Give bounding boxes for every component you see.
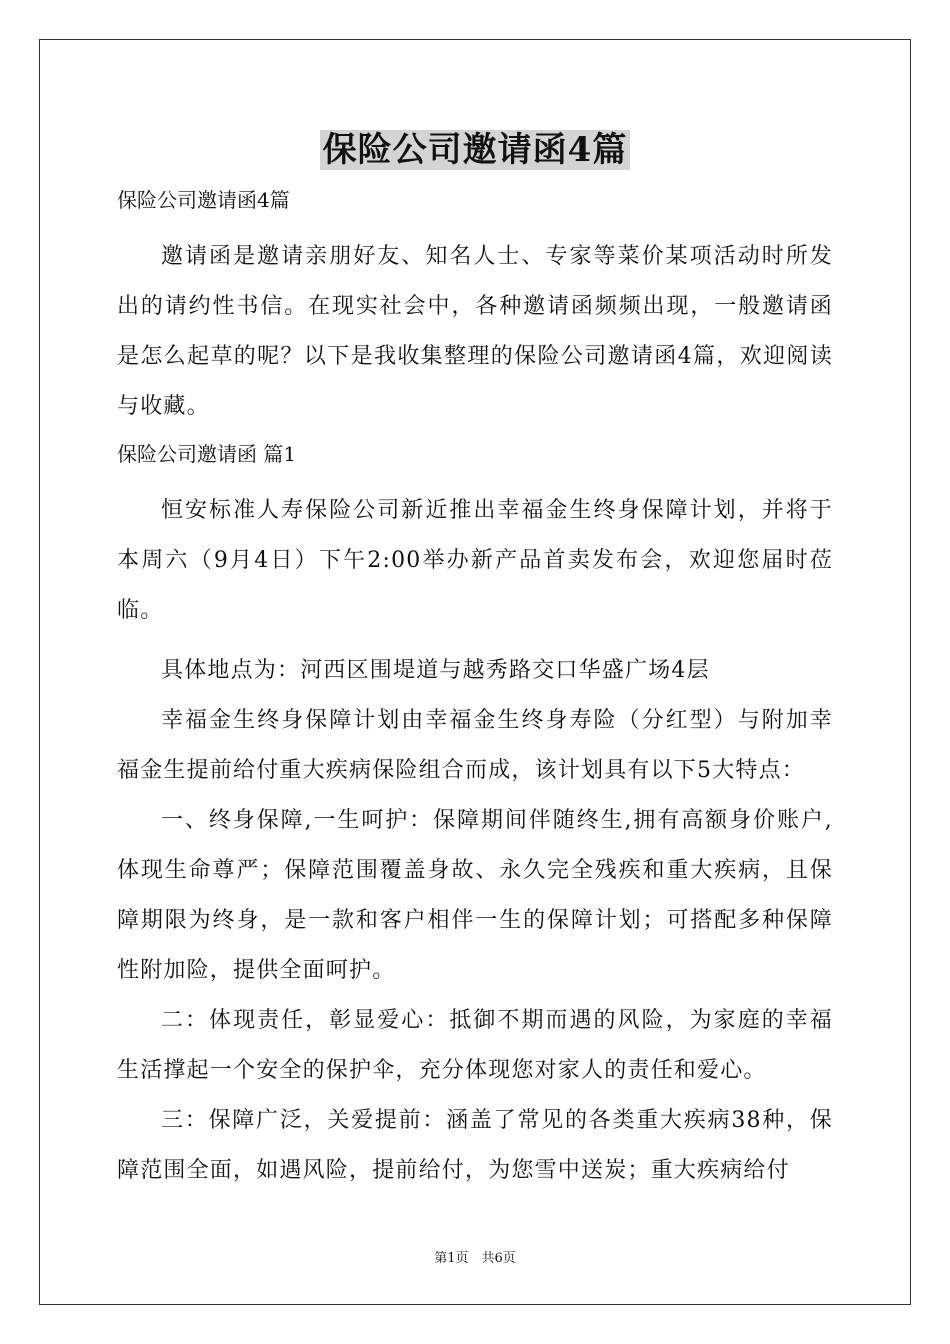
page-footer: 第1页 共6页 [434,1251,516,1266]
paragraph-location: 具体地点为：河西区围堤道与越秀路交口华盛广场4层 [161,658,710,683]
subtitle: 保险公司邀请函4篇 [117,188,290,212]
intro-paragraph: 邀请函是邀请亲朋好友、知名人士、专家等菜价某项活动时所发出的请约性书信。在现实社会中，各种邀请函频频出现，一般邀请函是怎么起草的呢？以下是我收集整理的保险公司邀请函4篇，欢迎阅读与收藏。 [117,244,833,419]
paragraph-plan: 幸福金生终身保障计划由幸福金生终身寿险（分红型）与附加幸福金生提前给付重大疾病保险组合而成，该计划具有以下5大特点： [117,708,833,783]
paragraph-feature-2: 二：体现责任，彰显爱心：抵御不期而遇的风险，为家庭的幸福生活撑起一个安全的保护伞，充分体现您对家人的责任和爱心。 [117,1008,833,1083]
document-title: 保险公司邀请函4篇 [320,130,631,170]
paragraph-feature-3: 三：保障广泛，关爱提前：涵盖了常见的各类重大疾病38种，保障范围全面，如遇风险，提前给付，为您雪中送炭；重大疾病给付 [117,1108,833,1183]
section-heading: 保险公司邀请函 篇1 [117,442,297,466]
document-title-wrap [0,128,950,172]
paragraph-feature-1: 一、终身保障,一生呵护：保障期间伴随终生,拥有高额身价账户,体现生命尊严；保障范围覆盖身故、永久完全残疾和重大疾病，且保障期限为终身，是一款和客户相伴一生的保障计划；可搭配多种保障性附加险，提供全面呵护。 [117,808,833,983]
paragraph-announcement: 恒安标准人寿保险公司新近推出幸福金生终身保障计划，并将于本周六（9月4日）下午2:00举办新产品首卖发布会，欢迎您届时莅临。 [117,498,833,623]
document-body [117,178,833,1196]
